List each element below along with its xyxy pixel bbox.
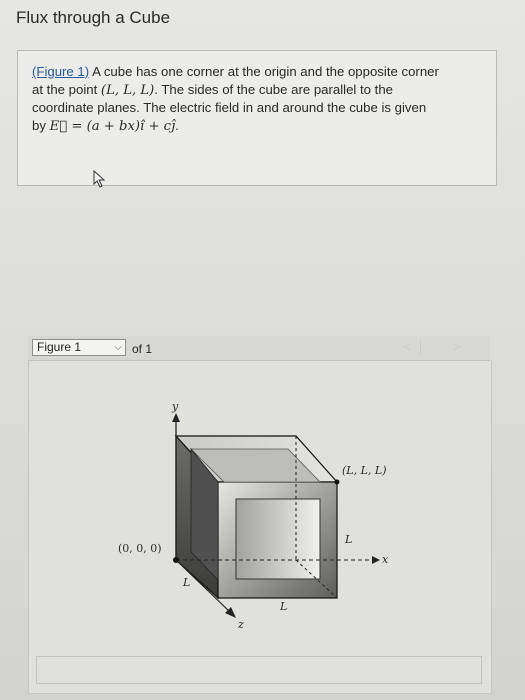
problem-line-4-pre: by	[32, 117, 50, 133]
problem-line-1: A cube has one corner at the origin and the opposite corner	[89, 64, 439, 79]
z-axis-label: z	[238, 618, 244, 631]
origin-label: (0, 0, 0)	[118, 542, 162, 555]
figure-link[interactable]: (Figure 1)	[32, 64, 90, 79]
edge-length-label-depth: L	[183, 576, 191, 589]
figure-select-value: Figure 1	[37, 340, 82, 354]
origin-point	[173, 557, 179, 563]
point-math: (L, L, L)	[100, 82, 155, 98]
edge-length-label-bottom: L	[280, 600, 288, 613]
problem-line-3: coordinate planes. The electric field in and around the cube is given	[32, 100, 427, 115]
figure-footer-bar	[36, 656, 482, 684]
problem-line-2-post: . The sides of the cube are parallel to the	[154, 81, 394, 97]
previous-figure-button[interactable]: <	[394, 340, 421, 355]
chevron-down-icon: ⌵	[114, 342, 122, 353]
figure-count: of 1	[132, 342, 153, 356]
cube-inner-opening	[236, 499, 320, 579]
y-axis-label: y	[172, 400, 179, 413]
corner-label: (L, L, L)	[342, 464, 387, 477]
corner-point	[335, 480, 340, 485]
page-title: Flux through a Cube	[16, 8, 171, 27]
y-axis-arrow-icon	[172, 413, 180, 422]
x-axis-arrow-icon	[372, 556, 380, 564]
field-math: E⃗ = (a + bx)î + cĵ	[49, 118, 176, 134]
problem-line-4-post: .	[175, 117, 179, 133]
edge-length-label-right: L	[345, 533, 353, 546]
next-figure-button[interactable]: >	[453, 340, 461, 354]
x-axis-label: x	[382, 553, 389, 566]
problem-line-2-pre: at the point	[32, 81, 101, 97]
